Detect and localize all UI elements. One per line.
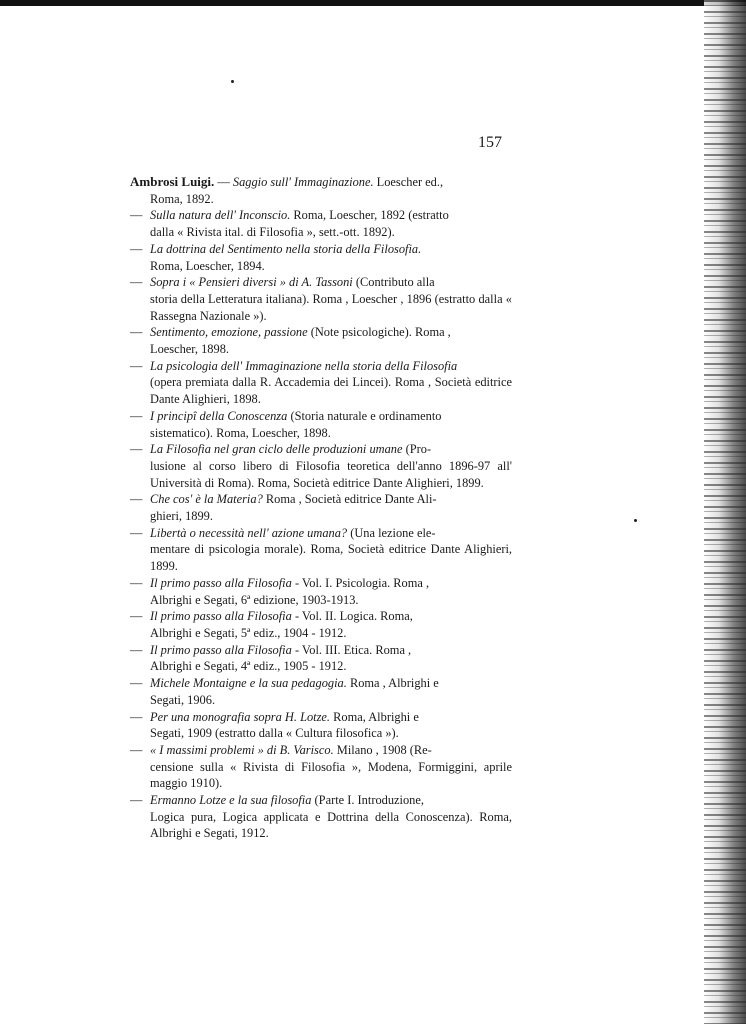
entry-details: Loescher ed., xyxy=(376,175,444,189)
bibliography-entry: — Per una monografia sopra H. Lotze. Roma, Albrighi e Segati, 1909 (estratto dalla « Cultura filosofica »). xyxy=(130,709,512,742)
entry-continuation: Logica pura, Logica applicata e Dottrina della Conoscenza). Roma, Albrighi e Segati, 1912. xyxy=(150,809,512,841)
entry-title: Libertà o necessità nell' azione umana? xyxy=(150,525,348,540)
bibliography-entry: — Libertà o necessità nell' azione umana? (Una lezione ele- mentare di psicologia morale). Roma, Società editrice Dante Alighieri, 1899. xyxy=(130,525,512,574)
entry-title: Saggio sull' Immaginazione. xyxy=(232,175,374,189)
entry-continuation: Albrighi e Segati, 5ª ediz., 1904 - 1912. xyxy=(150,625,347,640)
entry-title: Per una monografia sopra H. Lotze. xyxy=(150,709,331,724)
entry-continuation: mentare di psicologia morale). Roma, Società editrice Dante Alighieri, 1899. xyxy=(150,542,512,574)
bibliography-entry: — Sopra i « Pensieri diversi » di A. Tassoni (Contributo alla storia della Letteratura italiana). Roma , Loescher , 1896 (estratto dalla « Rassegna Nazionale »). xyxy=(130,275,512,323)
bibliography-entry: Ambrosi Luigi. — Saggio sull' Immaginazione. Loescher ed., Roma, 1892. xyxy=(130,174,512,207)
entry-title: Michele Montaigne e la sua pedagogia. xyxy=(150,676,347,691)
bibliography-list xyxy=(130,174,512,842)
author-name: Ambrosi Luigi. xyxy=(130,174,215,189)
bibliography-entry: — La psicologia dell' Immaginazione nella storia della Filosofia (opera premiata dalla R. Accademia dei Lincei). Roma , Società editrice Dante Alighieri, 1898. xyxy=(130,358,512,407)
entry-continuation: lusione al corso libero di Filosofia teoretica dell'anno 1896-97 all' Università di Roma). Roma, Società editrice Dante Alighieri, 1899. xyxy=(150,458,512,490)
entry-continuation: sistematico). Roma, Loescher, 1898. xyxy=(150,425,331,440)
ink-speck xyxy=(231,80,234,83)
entry-details: (Contributo alla xyxy=(355,275,435,290)
bibliography-entry: — Che cos' è la Materia? Roma , Società editrice Dante Ali- ghieri, 1899. xyxy=(130,491,512,524)
entry-title: La Filosofia nel gran ciclo delle produzioni umane xyxy=(150,442,403,457)
entry-details: Roma , Albrighi e xyxy=(349,676,439,691)
entry-title: Il primo passo alla Filosofia xyxy=(150,642,292,657)
entry-details: (Note psicologiche). Roma , xyxy=(310,325,451,340)
entry-continuation: storia della Letteratura italiana). Roma , Loescher , 1896 (estratto dalla « Rassegna Nazionale »). xyxy=(150,291,512,323)
scan-top-border xyxy=(0,0,746,6)
entry-title: Sulla natura dell' Inconscio. xyxy=(150,208,291,223)
entry-details: - Vol. I. Psicologia. Roma , xyxy=(294,575,430,590)
page-number: 157 xyxy=(478,134,502,151)
entry-details: (Parte I. Introduzione, xyxy=(314,793,424,808)
entry-title: Sentimento, emozione, passione xyxy=(150,325,308,340)
entry-title: Il primo passo alla Filosofia xyxy=(150,609,292,624)
bibliography-entry: — La Filosofia nel gran ciclo delle produzioni umane (Pro- lusione al corso libero di Filosofia teoretica dell'anno 1896-97 all' Università di Roma). Roma, Società editrice Dante Alighieri, 1899. xyxy=(130,442,512,490)
bibliography-entry: — La dottrina del Sentimento nella storia della Filosofia. Roma, Loescher, 1894. xyxy=(130,241,512,274)
entry-continuation: (opera premiata dalla R. Accademia dei Lincei). Roma , Società editrice Dante Alighieri, 1898. xyxy=(150,375,512,407)
bibliography-entry: — I principî della Conoscenza (Storia naturale e ordinamento sistematico). Roma, Loescher, 1898. xyxy=(130,408,512,441)
entry-title: Ermanno Lotze e la sua filosofia xyxy=(150,793,312,808)
bibliography-entry: — Il primo passo alla Filosofia - Vol. I. Psicologia. Roma , Albrighi e Segati, 6ª edizione, 1903-1913. xyxy=(130,575,512,608)
entry-details: Roma, Loescher, 1892 (estratto xyxy=(293,208,449,223)
entry-details: Milano , 1908 (Re- xyxy=(336,742,432,757)
scan-binding-edge xyxy=(704,0,746,1024)
entry-title: « I massimi problemi » di B. Varisco. xyxy=(150,742,334,757)
bibliography-entry: — Ermanno Lotze e la sua filosofia (Parte I. Introduzione, Logica pura, Logica applicata e Dottrina della Conoscenza). Roma, Albrighi e Segati, 1912. xyxy=(130,793,512,841)
entry-details: (Storia naturale e ordinamento xyxy=(290,408,442,423)
entry-title: Sopra i « Pensieri diversi » di A. Tassoni xyxy=(150,275,353,290)
bibliography-entry: — Michele Montaigne e la sua pedagogia. Roma , Albrighi e Segati, 1906. xyxy=(130,675,512,708)
entry-details: - Vol. III. Etica. Roma , xyxy=(294,642,412,657)
entry-continuation: censione sulla « Rivista di Filosofia », Modena, Formiggini, aprile maggio 1910). xyxy=(150,759,512,791)
entry-continuation: Loescher, 1898. xyxy=(150,342,229,357)
bibliography-entry: — Il primo passo alla Filosofia - Vol. III. Etica. Roma , Albrighi e Segati, 4ª ediz., 1905 - 1912. xyxy=(130,642,512,675)
entry-details: - Vol. II. Logica. Roma, xyxy=(294,609,413,624)
ink-speck xyxy=(634,519,637,522)
entry-title: Il primo passo alla Filosofia xyxy=(150,575,292,590)
entry-details: Roma, Albrighi e xyxy=(333,709,419,724)
entry-details: (Una lezione ele- xyxy=(350,525,436,540)
entry-title: I principî della Conoscenza xyxy=(150,408,288,423)
entry-continuation: dalla « Rivista ital. di Filosofia », sett.-ott. 1892). xyxy=(150,225,395,240)
entry-continuation: Roma, Loescher, 1894. xyxy=(150,258,265,273)
entry-continuation: Albrighi e Segati, 6ª edizione, 1903-1913. xyxy=(150,592,359,607)
entry-title: La psicologia dell' Immaginazione nella storia della Filosofia xyxy=(150,358,458,373)
bibliography-entry: — Sulla natura dell' Inconscio. Roma, Loescher, 1892 (estratto dalla « Rivista ital. di Filosofia », sett.-ott. 1892). xyxy=(130,207,512,240)
bibliography-entry: — Il primo passo alla Filosofia - Vol. II. Logica. Roma, Albrighi e Segati, 5ª ediz., 1904 - 1912. xyxy=(130,608,512,641)
entry-continuation: Roma, 1892. xyxy=(150,191,214,206)
entry-details: Roma , Società editrice Dante Ali- xyxy=(265,492,437,507)
entry-title: La dottrina del Sentimento nella storia della Filosofia. xyxy=(150,241,422,256)
entry-continuation: ghieri, 1899. xyxy=(150,509,213,524)
entry-title: Che cos' è la Materia? xyxy=(150,492,263,507)
entry-continuation: Segati, 1909 (estratto dalla « Cultura filosofica »). xyxy=(150,726,399,741)
entry-continuation: Albrighi e Segati, 4ª ediz., 1905 - 1912. xyxy=(150,659,347,674)
bibliography-entry: — « I massimi problemi » di B. Varisco. Milano , 1908 (Re- censione sulla « Rivista di Filosofia », Modena, Formiggini, aprile maggio 1910). xyxy=(130,742,512,791)
bibliography-entry: — Sentimento, emozione, passione (Note psicologiche). Roma , Loescher, 1898. xyxy=(130,324,512,357)
entry-details: (Pro- xyxy=(405,442,432,457)
entry-continuation: Segati, 1906. xyxy=(150,692,216,707)
